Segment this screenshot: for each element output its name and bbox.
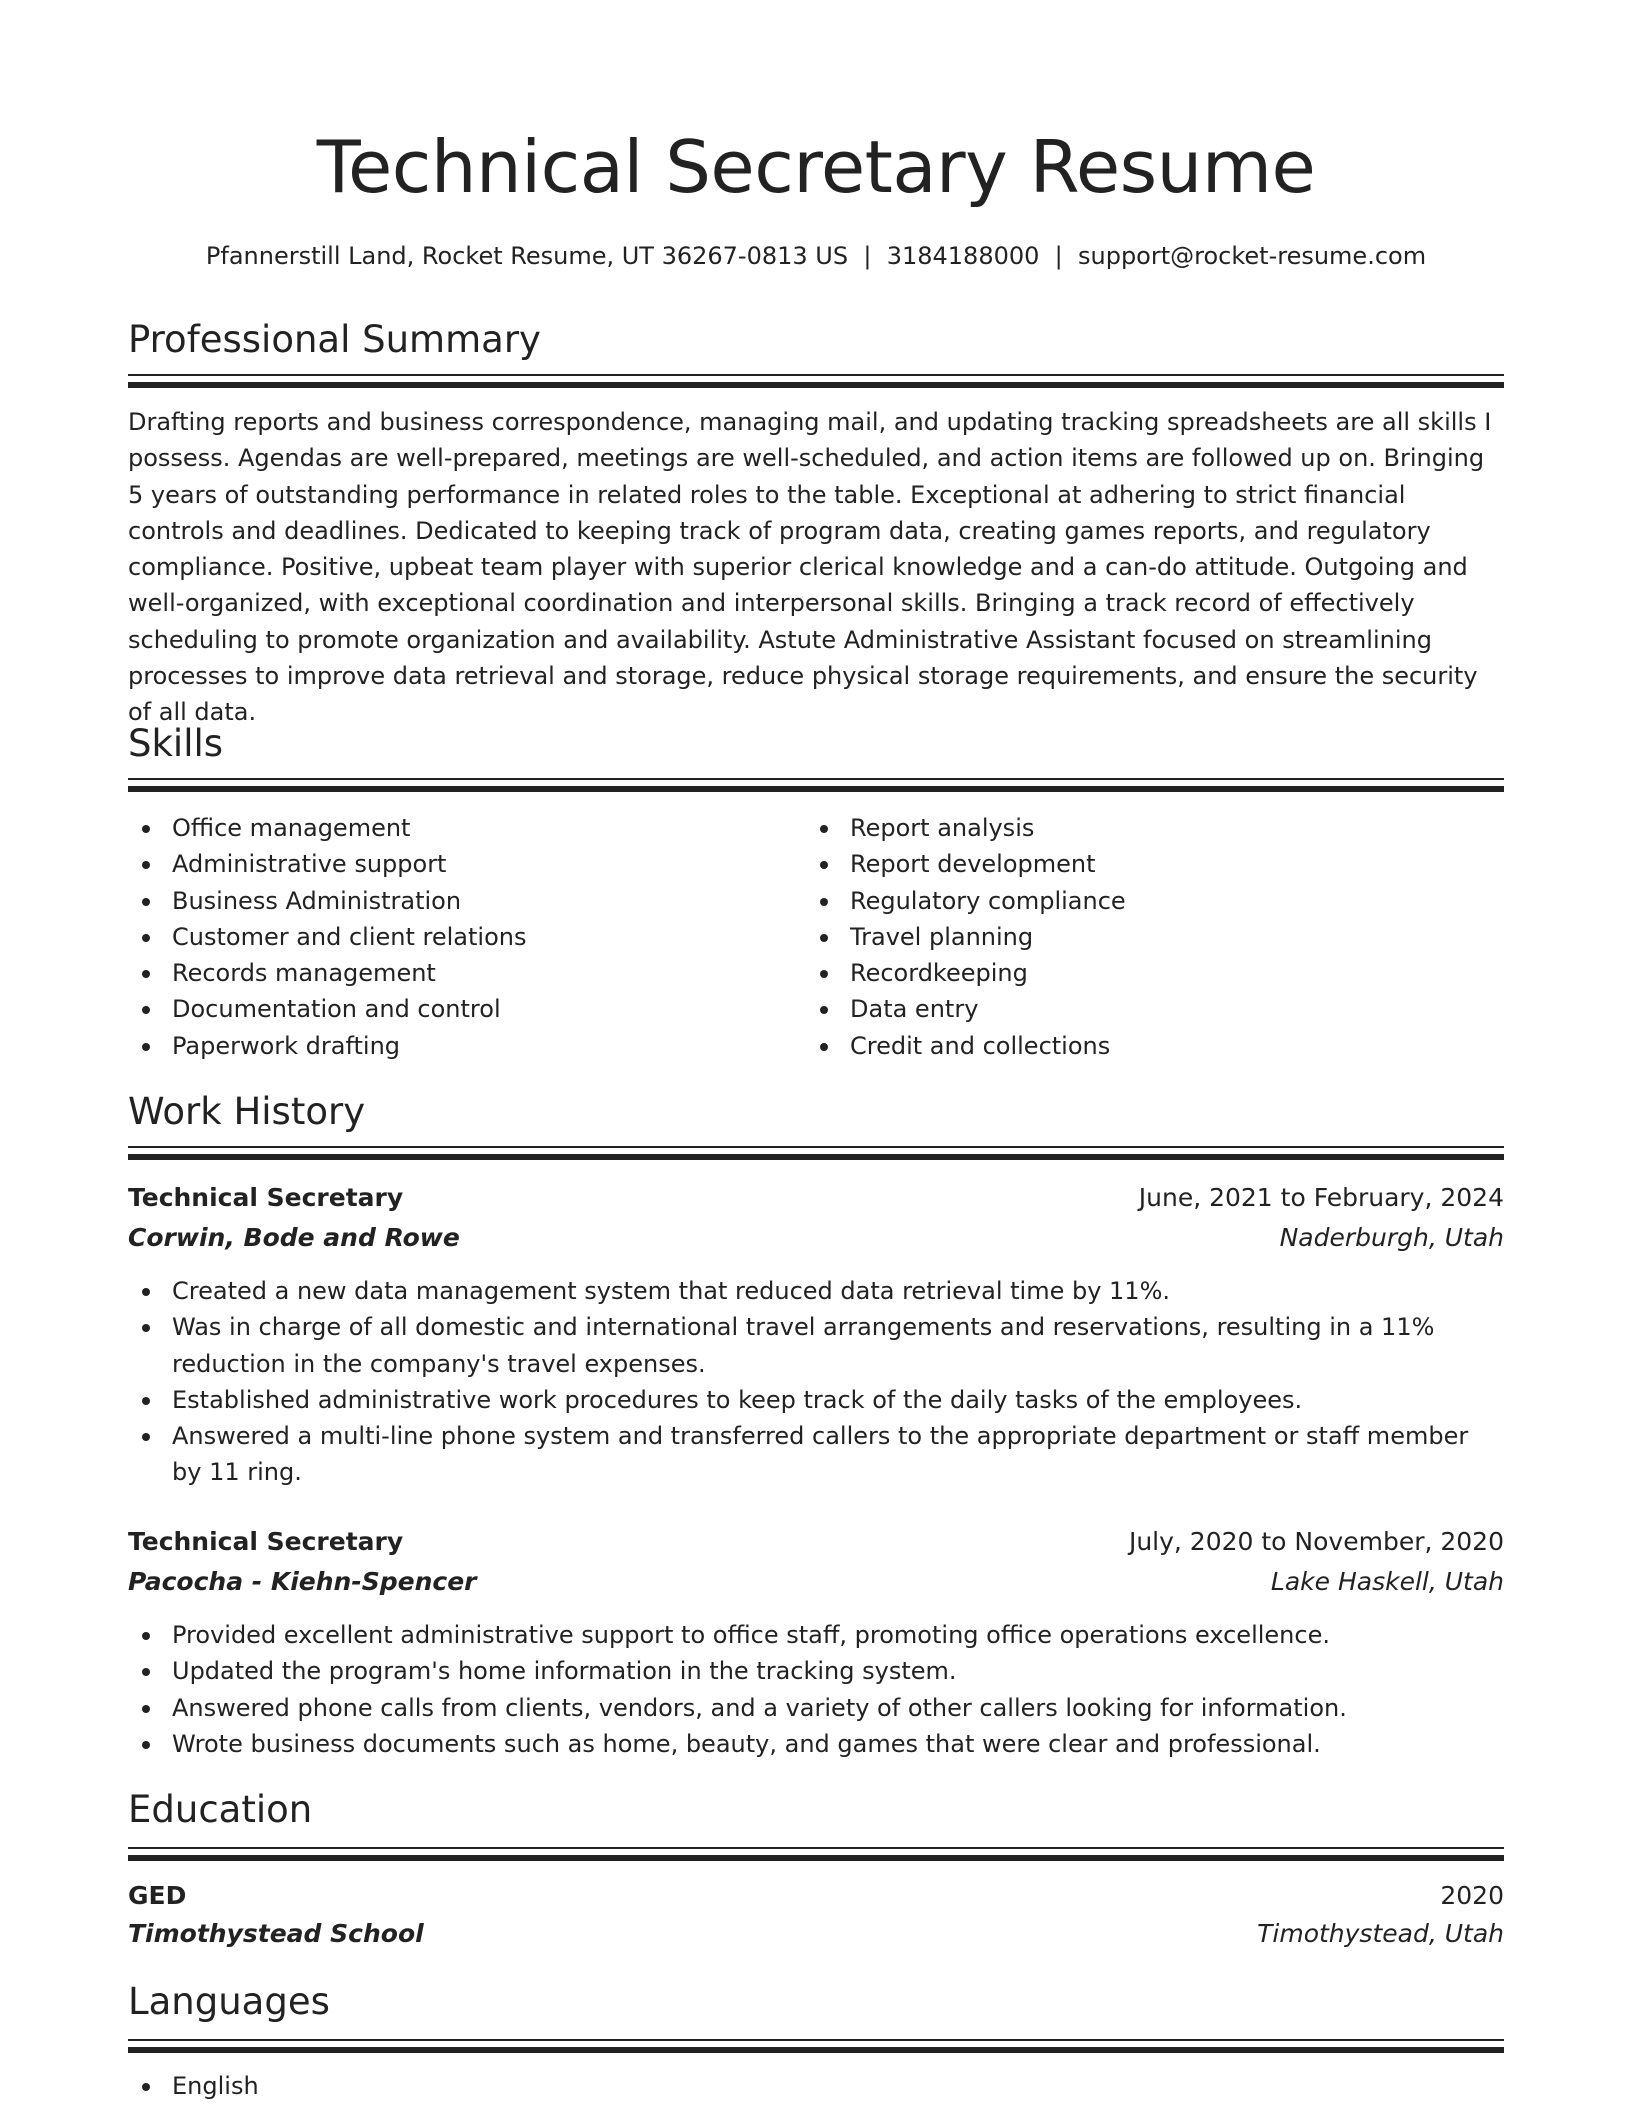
- skills-list-right: [806, 810, 1504, 1064]
- job-bullet: Provided excellent administrative support to office staff, promoting office operations excellence.: [128, 1617, 1504, 1653]
- section-divider: [128, 1847, 1504, 1861]
- skill-item: Customer and client relations: [128, 919, 788, 955]
- job-bullets: [128, 1273, 1504, 1491]
- skill-item: Regulatory compliance: [806, 883, 1504, 919]
- skills-heading: Skills: [128, 722, 224, 765]
- languages-list: [128, 2068, 1504, 2104]
- summary-text: Drafting reports and business correspondence, managing mail, and updating tracking spreadsheets are all skills I possess. Agendas are well-prepared, meetings are well-scheduled, and action items are followed up on. Bringing 5 years of outstanding performance in related roles to the table. Exceptional at adhering to strict financial controls and deadlines. Dedicated to keeping track of program data, creating games reports, and regulatory compliance. Positive, upbeat team player with superior clerical knowledge and a can-do attitude. Outgoing and well-organized, with exceptional coordination and interpersonal skills. Bringing a track record of effectively scheduling to promote organization and availability. Astute Administrative Assistant focused on streamlining processes to improve data retrieval and storage, reduce physical storage requirements, and ensure the security of all data.: [128, 408, 1492, 727]
- job-dates: June, 2021 to February, 2024: [1138, 1183, 1504, 1212]
- education-degree: GED: [128, 1881, 187, 1910]
- skill-item: Paperwork drafting: [128, 1028, 788, 1064]
- work-heading: Work History: [128, 1090, 366, 1133]
- skill-item: Business Administration: [128, 883, 788, 919]
- summary-heading: Professional Summary: [128, 318, 541, 361]
- education-location: Timothystead, Utah: [1257, 1919, 1504, 1948]
- job-company-row: [128, 1562, 1504, 1602]
- section-divider: [128, 1146, 1504, 1160]
- job-dates: July, 2020 to November, 2020: [1128, 1527, 1504, 1556]
- contact-line: Pfannerstill Land, Rocket Resume, UT 36267-0813 US | 3184188000 | support@rocket-resume.com: [205, 242, 1427, 270]
- skill-item: Report analysis: [806, 810, 1504, 846]
- section-divider: [128, 374, 1504, 388]
- job-bullet: Was in charge of all domestic and international travel arrangements and reservations, resulting in a 11% reduction in the company's travel expenses.: [128, 1309, 1504, 1382]
- skill-item: Recordkeeping: [806, 955, 1504, 991]
- skill-item: Administrative support: [128, 846, 788, 882]
- job-bullet: Created a new data management system that reduced data retrieval time by 11%.: [128, 1273, 1504, 1309]
- job-title-row: [128, 1522, 1504, 1562]
- job-bullet: Wrote business documents such as home, beauty, and games that were clear and professional.: [128, 1726, 1504, 1762]
- section-divider: [128, 778, 1504, 792]
- skill-item: Report development: [806, 846, 1504, 882]
- job-company: Pacocha - Kiehn-Spencer: [128, 1567, 477, 1596]
- skill-item: Data entry: [806, 991, 1504, 1027]
- skills-list-left: [128, 810, 788, 1064]
- job-bullet: Established administrative work procedures to keep track of the daily tasks of the employees.: [128, 1382, 1504, 1418]
- job-bullets: [128, 1617, 1504, 1762]
- skill-item: Credit and collections: [806, 1028, 1504, 1064]
- languages-heading: Languages: [128, 1980, 330, 2023]
- job-location: Lake Haskell, Utah: [1270, 1567, 1504, 1596]
- education-school-row: [128, 1914, 1504, 1954]
- skill-item: Documentation and control: [128, 991, 788, 1027]
- job-bullet: Answered a multi-line phone system and transferred callers to the appropriate department or staff member by 11 ring.: [128, 1418, 1504, 1491]
- resume-title: Technical Secretary Resume: [316, 125, 1316, 209]
- education-heading: Education: [128, 1788, 313, 1831]
- skill-item: Travel planning: [806, 919, 1504, 955]
- section-divider: [128, 2039, 1504, 2053]
- job-company-row: [128, 1218, 1504, 1258]
- job-title: Technical Secretary: [128, 1183, 404, 1212]
- job-bullet: Answered phone calls from clients, vendors, and a variety of other callers looking for information.: [128, 1690, 1504, 1726]
- education-school: Timothystead School: [128, 1919, 424, 1948]
- language-item: English: [128, 2068, 1504, 2104]
- job-location: Naderburgh, Utah: [1279, 1223, 1504, 1252]
- job-bullet: Updated the program's home information in the tracking system.: [128, 1653, 1504, 1689]
- job-title-row: [128, 1178, 1504, 1218]
- skill-item: Office management: [128, 810, 788, 846]
- job-company: Corwin, Bode and Rowe: [128, 1223, 460, 1252]
- education-year: 2020: [1440, 1881, 1504, 1910]
- job-title: Technical Secretary: [128, 1527, 404, 1556]
- skill-item: Records management: [128, 955, 788, 991]
- education-row: [128, 1876, 1504, 1916]
